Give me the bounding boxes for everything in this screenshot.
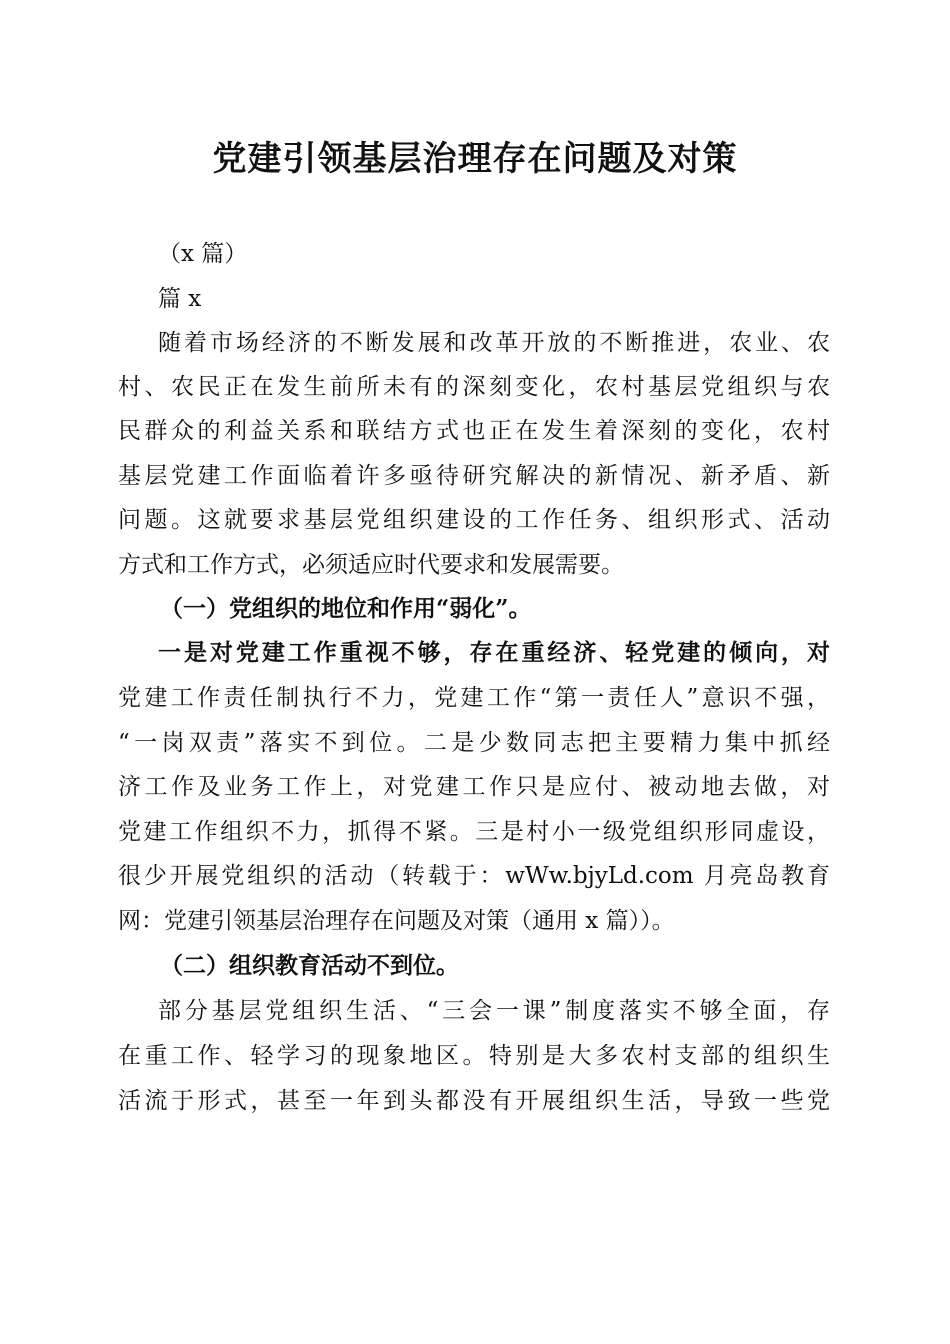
paragraph-line: 党建工作责任制执行不力，党建工作“第一责任人”意识不强， xyxy=(118,685,830,711)
paragraph-line: 党建工作组织不力，抓得不紧。三是村小一级党组织形同虚设， xyxy=(118,819,830,845)
paragraph-line: 民群众的利益关系和联结方式也正在发生着深刻的变化，农村 xyxy=(118,418,830,444)
section-label: 篇 x xyxy=(158,286,202,312)
paragraph-line: 网：党建引领基层治理存在问题及对策（通用 x 篇））。 xyxy=(118,908,675,934)
paragraph-line: 随着市场经济的不断发展和改革开放的不断推进，农业、农 xyxy=(158,330,830,356)
paragraph-line: 很少开展党组织的活动（转载于：wWw.bjyLd.com 月亮岛教育 xyxy=(118,863,830,889)
paragraph-line: 活流于形式，甚至一年到头都没有开展组织生活，导致一些党 xyxy=(118,1088,830,1114)
paragraph-line: 一是对党建工作重视不够，存在重经济、轻党建的倾向，对 xyxy=(158,639,830,666)
count-note: （x 篇） xyxy=(158,241,248,267)
paragraph-line: 在重工作、轻学习的现象地区。特别是大多农村支部的组织生 xyxy=(118,1043,830,1069)
paragraph-line: 问题。这就要求基层党组织建设的工作任务、组织形式、活动 xyxy=(118,507,830,533)
section-heading-1: （一）党组织的地位和作用“弱化”。 xyxy=(160,595,532,622)
document-title: 党建引领基层治理存在问题及对策 xyxy=(212,139,738,179)
paragraph-line: 村、农民正在发生前所未有的深刻变化，农村基层党组织与农 xyxy=(118,374,830,400)
section-heading-2: （二）组织教育活动不到位。 xyxy=(160,952,459,979)
paragraph-line: 基层党建工作面临着许多亟待研究解决的新情况、新矛盾、新 xyxy=(118,463,830,489)
paragraph-line: “一岗双责”落实不到位。二是少数同志把主要精力集中抓经 xyxy=(118,730,830,756)
paragraph-line: 方式和工作方式，必须适应时代要求和发展需要。 xyxy=(118,552,624,578)
paragraph-line: 济工作及业务工作上，对党建工作只是应付、被动地去做，对 xyxy=(118,774,830,800)
paragraph-line: 部分基层党组织生活、“三会一课”制度落实不够全面，存 xyxy=(158,998,830,1024)
